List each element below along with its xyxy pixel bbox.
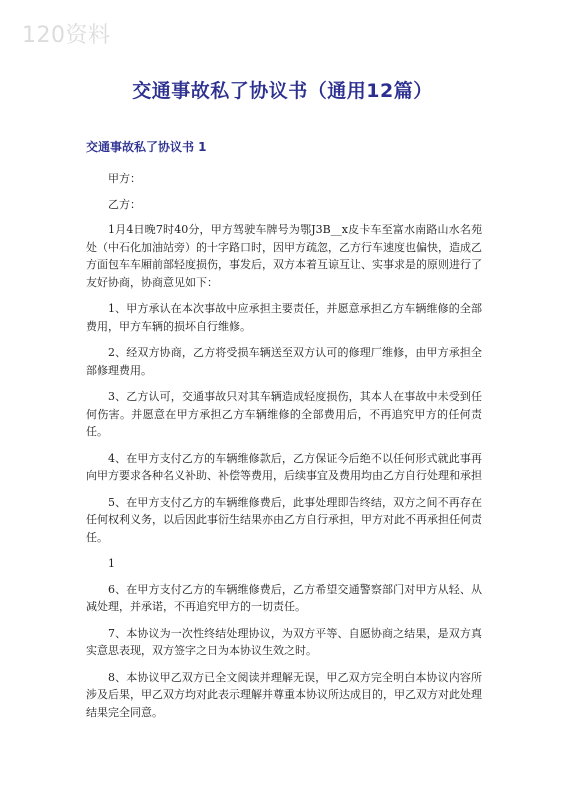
clause-4: 4、在甲方支付乙方的车辆维修款后，乙方保证今后绝不以任何形式就此事再向甲方要求各种名义补助、补偿等费用，后续事宜及费用均由乙方自行处理和承担 [86,451,482,482]
document-body [86,170,482,730]
clause-5: 5、在甲方支付乙方的车辆维修费后，此事处理即告终结，双方之间不再存在任何权利义务，以后因此事衍生结果亦由乙方自行承担，甲方对此不再承担任何责任。 [86,495,482,544]
clause-3: 3、乙方认可，交通事故只对其车辆造成轻度损伤，其本人在事故中未受到任何伤害。并愿意在甲方承担乙方车辆维修的全部费用后，不再追究甲方的任何责任。 [86,390,482,438]
incident-description: 1月4日晚7时40分，甲方驾驶车牌号为鄂J3B__x皮卡车至富水南路山水名苑处（中石化加油站旁）的十字路口时，因甲方疏忽，乙方行车速度也偏快，造成乙方面包车车厢前部轻度损伤，事发后，双方本着互谅互让、实事求是的原则进行了友好协商，协商意见如下： [86,223,482,289]
party-b-line: 乙方： [108,197,141,211]
party-a-line: 甲方： [108,172,141,185]
document-title: 交通事故私了协议书（通用12篇） [132,80,433,102]
clause-2: 2、经双方协商，乙方将受损车辆送至双方认可的修理厂维修，由甲方承担全部修理费用。 [86,346,482,377]
clause-8: 8、本协议甲乙双方已全文阅读并理解无误，甲乙双方完全明白本协议内容所涉及后果，甲乙双方均对此表示理解并尊重本协议所达成目的，甲乙双方对此处理结果完全同意。 [86,670,482,719]
page-number: 1 [108,557,115,570]
clause-1: 1、甲方承认在本次事故中应承担主要责任，并愿意承担乙方车辆维修的全部费用，甲方车辆的损坏自行维修。 [86,302,482,333]
clause-6: 6、在甲方支付乙方的车辆维修费后，乙方希望交通警察部门对甲方从轻、从减处理，并承诺，不再追究甲方的一切责任。 [86,582,482,613]
clause-7: 7、本协议为一次性终结处理协议，为双方平等、自愿协商之结果，是双方真实意思表现，双方签字之日为本协议生效之时。 [86,626,482,657]
watermark-logo: 120资料 [22,23,111,48]
section-heading: 交通事故私了协议书 1 [86,140,207,154]
